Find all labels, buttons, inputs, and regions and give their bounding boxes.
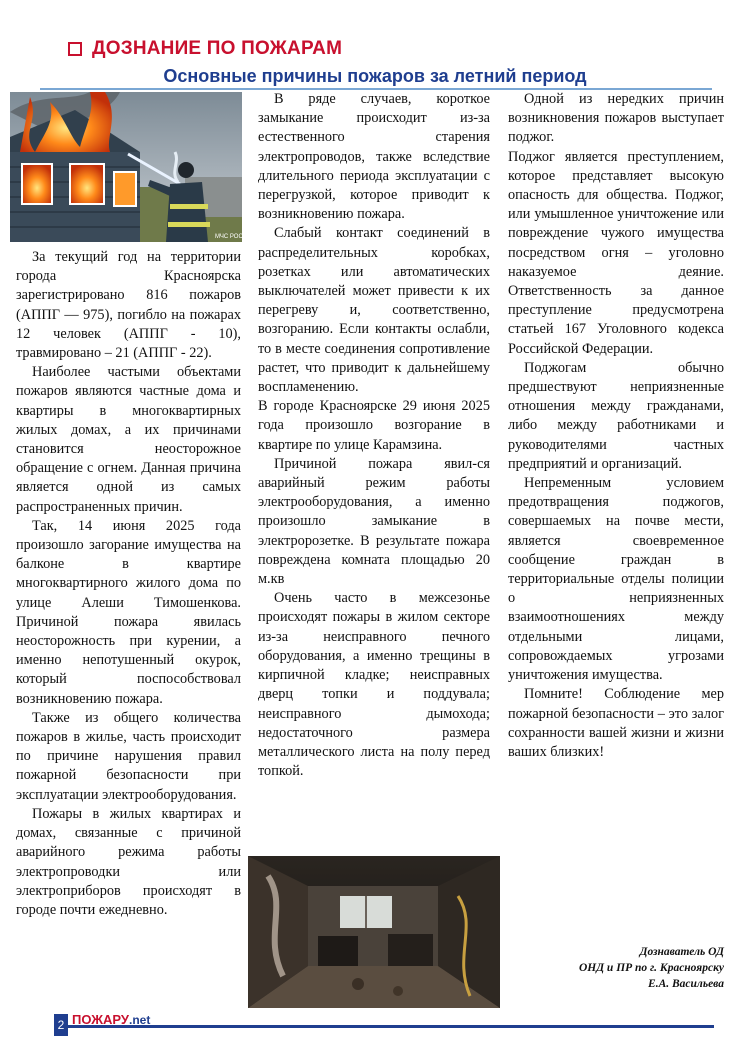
page-number: 2 xyxy=(54,1014,68,1036)
author-department: ОНД и ПР по г. Красноярску xyxy=(578,962,724,974)
paragraph: Одной из нередких причин возникновения пожаров выступает поджог. xyxy=(508,91,724,146)
burnt-room-illustration xyxy=(248,856,500,1008)
paragraph: Также из общего количества пожаров в жилье, часть происходит по причине нарушения правил пожарной безопасности при эксплуатации электрооборудования. xyxy=(16,709,241,803)
paragraph: Так, 14 июня 2025 года произошло загорание имущества на балконе в квартире многоквартирного жилого дома по улице Алеши Тимошенкова. Причиной пожара явилась неосторожность при курении, а именно непотушенный окурок, который поспособствовал возникновению пожара. xyxy=(16,517,241,707)
footer-rule xyxy=(64,1025,714,1028)
paragraph: Причиной пожара явил-ся аварийный режим работы электрооборудования, а именно произошло замыкание в электророзетке. В результате пожара повреждена комната площадью 20 м.кв xyxy=(258,455,490,588)
paragraph: Поджогам обычно предшествуют неприязненные отношения между гражданами, либо между работниками и руководителями частных предприятий и организаций. xyxy=(508,359,724,472)
paragraph: Пожары в жилых квартирах и домах, связанные с причиной аварийного режима работы электропроводки или электроприборов происходят в городе почти ежедневно. xyxy=(16,805,241,918)
paragraph: Помните! Соблюдение мер пожарной безопасности – это залог сохранности вашей жизни и жизни ваших близких! xyxy=(508,686,724,760)
author-position: Дознаватель ОД xyxy=(639,946,724,958)
paragraph: Наиболее частыми объектами пожаров являются частные дома и квартиры в многоквартирных жилых домах, а их причинами становится неосторожное обращение с огнем. Данная причина является одной из самых распространенных причин. xyxy=(16,364,241,515)
column-2 xyxy=(258,90,490,781)
burnt-room-photo xyxy=(248,856,500,1008)
article-title: Основные причины пожаров за летний период xyxy=(163,66,587,86)
checkbox-icon xyxy=(68,42,82,56)
photo-caption: МЧС РОССИИ xyxy=(215,234,256,240)
column-1 xyxy=(16,248,241,920)
paragraph: Непременным условием предотвращения поджогов, совершаемых на почве мести, является своевременное сообщение граждан в территориальные отделы полиции о неприязненных взаимоотношениях между отдельными лицами, сопровождаемых угрозами уничтожения имущества. xyxy=(508,475,724,684)
paragraph: За текущий год на территории города Красноярска зарегистрировано 816 пожаров (АППГ — 975), погибло на пожарах 12 человек (АППГ - 10), травмировано – 21 (АППГ - 22). xyxy=(16,249,241,362)
fire-house-illustration xyxy=(10,92,256,242)
author-signature xyxy=(520,944,724,992)
author-name: Е.А. Васильева xyxy=(648,978,724,990)
fire-house-photo xyxy=(10,92,256,242)
brand-logo xyxy=(72,1012,150,1027)
section-title: ДОЗНАНИЕ ПО ПОЖАРАМ xyxy=(92,38,343,59)
paragraph: В ряде случаев, короткое замыкание происходит из-за естественного старения электропроводов, также вследствие длительного периода эксплуатации с перегрузкой, которое приводит к возникновению пожара. xyxy=(258,91,490,223)
paragraph: В городе Красноярске 29 июня 2025 года произошло возгорание в квартире по улице Карамзина. xyxy=(258,398,490,453)
paragraph: Слабый контакт соединений в распределительных коробках, розетках или автоматических выключателей может привести к их перегреву и, соответственно, возгоранию. Если контакты ослабли, то в месте соединения сопротивление растет, что приводит к дальнейшему воспламенению. xyxy=(258,225,490,396)
column-3 xyxy=(508,90,724,762)
paragraph: Поджог является преступлением, которое представляет высокую опасность для общества. Поджог, или умышленное уничтожение или повреждение чужого имущества посредством огня – уголовно наказуемое деяние. Ответственность за данное преступление предусмотрена статьей 167 Уголовного кодекса Российской Федерации. xyxy=(508,148,724,357)
section-header xyxy=(68,36,342,62)
paragraph: Очень часто в межсезонье происходят пожары в жилом секторе из-за неисправного печного оборудования, а именно трещины в кирпичной кладке; неисправных дверц топки и поддувала; неисправного дымохода; недостаточного размера металлического листа на полу перед топкой. xyxy=(258,590,490,780)
brand-name: ПОЖАРУ xyxy=(72,1012,130,1027)
brand-suffix: .net xyxy=(129,1013,151,1027)
